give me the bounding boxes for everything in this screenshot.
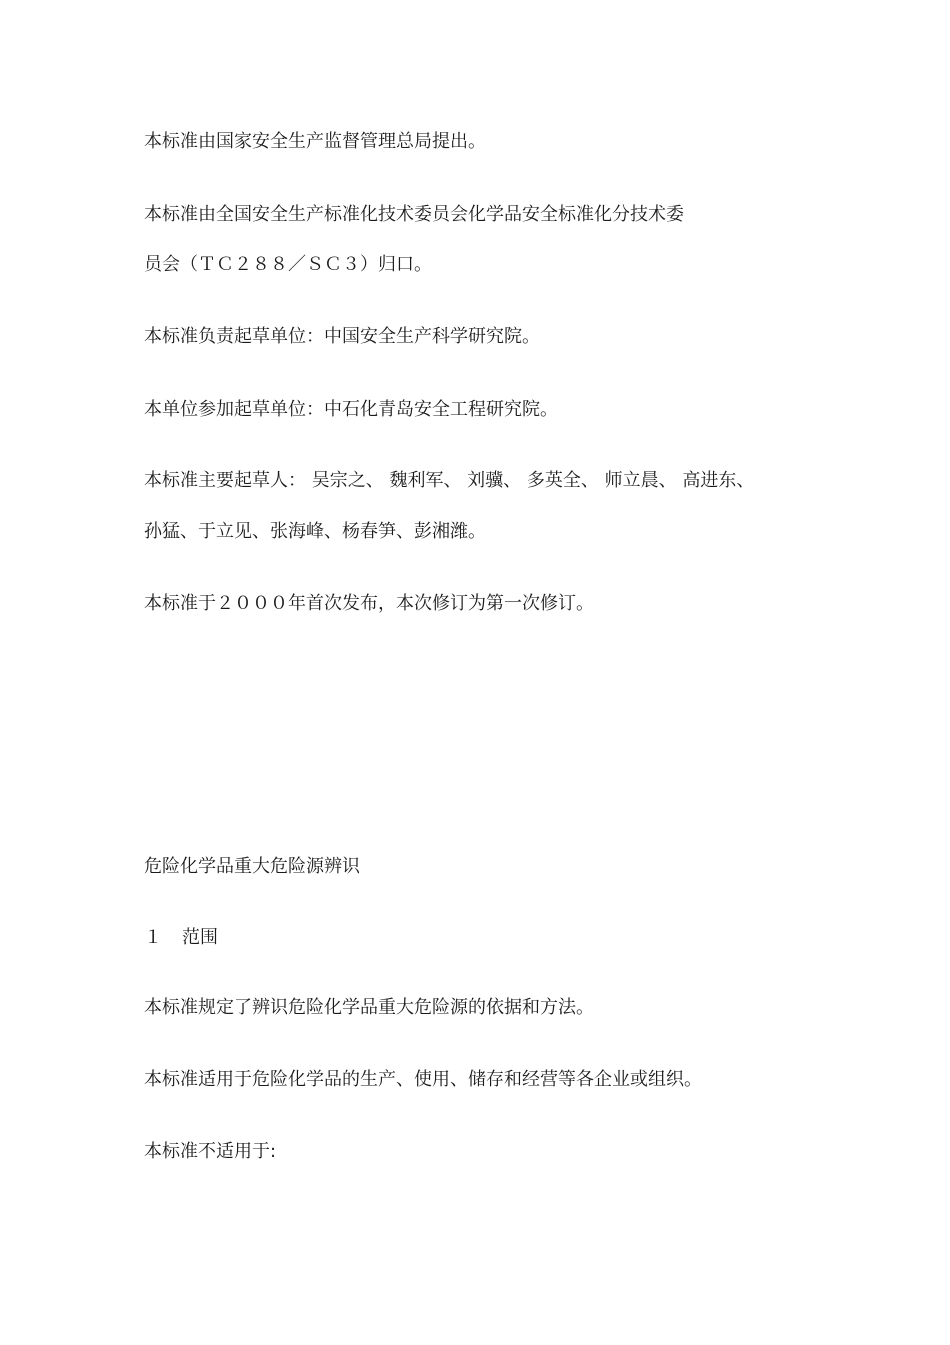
foreword-participating-unit: 本单位参加起草单位：中石化青岛安全工程研究院。 xyxy=(144,399,558,420)
section-1-heading xyxy=(144,926,218,950)
foreword-history: 本标准于２０００年首次发布，本次修订为第一次修订。 xyxy=(144,593,594,614)
foreword-drafters-line-1: 本标准主要起草人： 吴宗之、 魏利军、 刘骥、 多英全、 师立晨、 高进东、 xyxy=(144,470,755,491)
scope-paragraph-3: 本标准不适用于: xyxy=(144,1141,277,1162)
section-number: １ xyxy=(144,927,162,948)
scope-paragraph-2: 本标准适用于危险化学品的生产、使用、储存和经营等各企业或组织。 xyxy=(144,1069,702,1090)
section-title: 范围 xyxy=(182,927,218,948)
foreword-drafters-line-2: 孙猛、于立见、张海峰、杨春笋、彭湘潍。 xyxy=(144,521,486,542)
foreword-centralized-line-2: 员会（ＴＣ２８８／ＳＣ３）归口。 xyxy=(144,254,432,275)
scope-paragraph-1: 本标准规定了辨识危险化学品重大危险源的依据和方法。 xyxy=(144,997,594,1018)
foreword-centralized-line-1: 本标准由全国安全生产标准化技术委员会化学品安全标准化分技术委 xyxy=(144,204,684,225)
foreword-proposed-by: 本标准由国家安全生产监督管理总局提出。 xyxy=(144,131,486,152)
foreword-drafting-unit: 本标准负责起草单位：中国安全生产科学研究院。 xyxy=(144,326,540,347)
standard-title: 危险化学品重大危险源辨识 xyxy=(144,856,360,877)
